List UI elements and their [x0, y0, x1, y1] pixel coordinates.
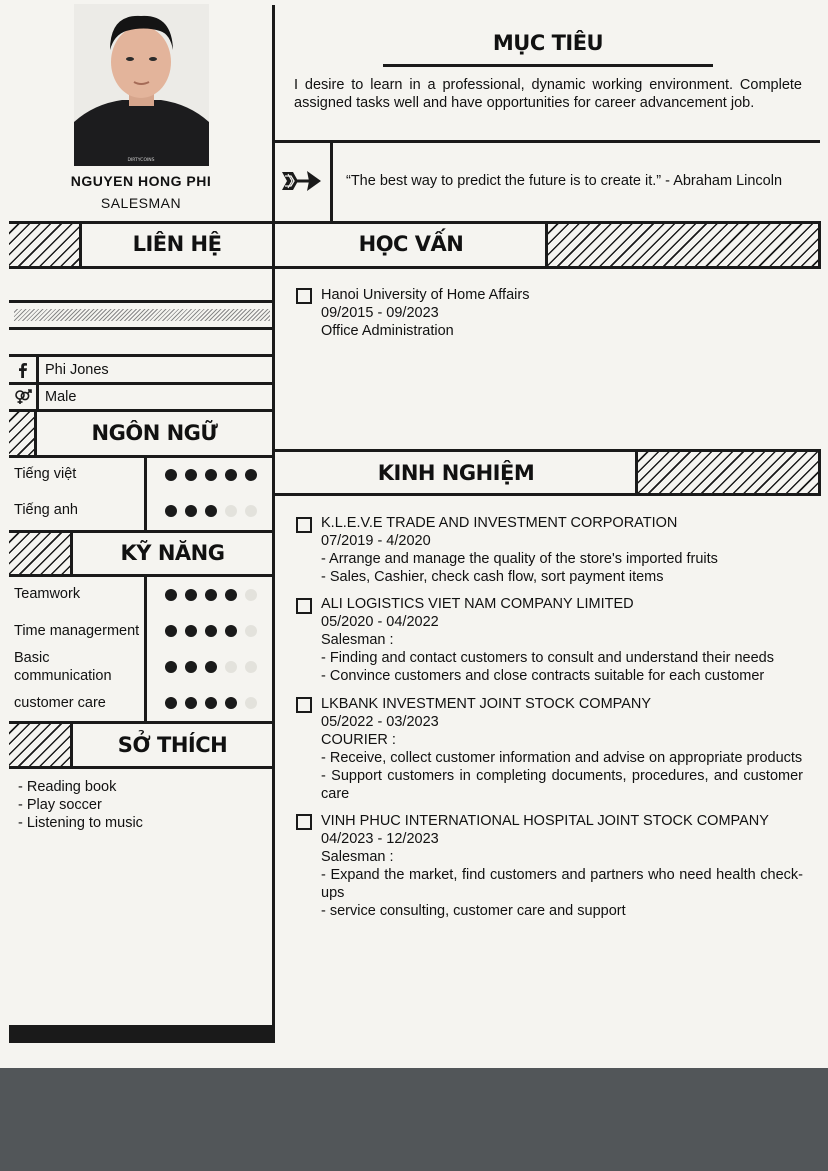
divider [9, 455, 273, 458]
hobby-item: - Reading book [18, 779, 117, 795]
gender-value: Male [45, 389, 77, 405]
objective-text: I desire to learn in a professional, dynamic working environment. Complete assigned tasks well and have opportunities for career advancement job. [294, 77, 802, 111]
divider [9, 327, 273, 330]
job-company: LKBANK INVESTMENT JOINT STOCK COMPANY [321, 696, 652, 712]
skill-name: customer care [14, 695, 106, 711]
rating-dot-filled [205, 625, 217, 637]
job-detail: - Convince customers and close contracts suitable for each customer [321, 668, 765, 684]
hatch-decoration [9, 533, 70, 574]
rating-dot-empty [245, 697, 257, 709]
rating-dot-filled [225, 697, 237, 709]
education-major: Office Administration [321, 323, 454, 339]
job-detail: - Support customers in completing documents, procedures, and customer care [321, 768, 803, 802]
job-detail: Salesman : [321, 632, 394, 648]
profile-photo [74, 4, 209, 166]
rating-dot-filled [185, 589, 197, 601]
rating-dot-filled [205, 589, 217, 601]
skill-name: Teamwork [14, 586, 81, 602]
divider [818, 221, 821, 269]
divider [144, 577, 147, 721]
hobby-item: - Play soccer [18, 797, 102, 813]
divider [818, 449, 821, 496]
facebook-name: Phi Jones [45, 362, 109, 378]
job-detail: - Receive, collect customer information and advise on appropriate products [321, 750, 803, 766]
rating-dot-empty [245, 589, 257, 601]
experience-title: KINH NGHIỆM [377, 461, 535, 485]
rating-dot-empty [225, 505, 237, 517]
divider [144, 458, 147, 530]
education-bullet-checkbox [296, 288, 312, 304]
shirt-print: DIRTYCOINS [127, 158, 155, 163]
divider [275, 493, 820, 496]
hatch-decoration [9, 412, 34, 455]
rating-dot-filled [165, 469, 177, 481]
job-period: 05/2022 - 03/2023 [321, 714, 439, 730]
rating-dot-filled [165, 625, 177, 637]
hatch-decoration [9, 724, 70, 766]
job-period: 07/2019 - 4/2020 [321, 533, 431, 549]
skill-rating [165, 697, 257, 709]
facebook-icon [14, 361, 32, 379]
column-divider [272, 5, 275, 1043]
rating-dot-empty [225, 661, 237, 673]
rating-dot-filled [185, 469, 197, 481]
rating-dot-empty [245, 505, 257, 517]
job-detail: - Sales, Cashier, check cash flow, sort payment items [321, 569, 664, 585]
skill-name: Time managerment [14, 623, 140, 639]
rating-dot-filled [205, 661, 217, 673]
person-name: NGUYEN HONG PHI [70, 173, 212, 189]
hatch-decoration [638, 452, 820, 493]
rating-dot-filled [185, 505, 197, 517]
language-name: Tiếng việt [14, 466, 77, 482]
job-bullet-checkbox [296, 814, 312, 830]
job-bullet-checkbox [296, 598, 312, 614]
job-detail: COURIER : [321, 732, 396, 748]
job-company: VINH PHUC INTERNATIONAL HOSPITAL JOINT STOCK COMPANY [321, 813, 769, 829]
rating-dot-filled [165, 589, 177, 601]
rating-dot-filled [185, 697, 197, 709]
language-name: Tiếng anh [14, 502, 78, 518]
languages-title: NGÔN NGỮ [91, 421, 218, 445]
title-underline [383, 64, 713, 67]
divider [9, 574, 273, 577]
hatch-decoration [548, 224, 820, 266]
education-period: 09/2015 - 09/2023 [321, 305, 439, 321]
footer-bar [9, 1025, 275, 1043]
job-period: 04/2023 - 12/2023 [321, 831, 439, 847]
arrow-icon [281, 168, 325, 194]
contact-title: LIÊN HỆ [132, 232, 222, 256]
rating-dot-empty [245, 661, 257, 673]
rating-dot-filled [205, 697, 217, 709]
job-detail: - Arrange and manage the quality of the store's imported fruits [321, 551, 718, 567]
person-portrait-icon [74, 4, 209, 166]
education-title: HỌC VẤN [358, 232, 464, 256]
job-detail: - Expand the market, find customers and partners who need health check-ups [321, 867, 803, 901]
skill-rating [165, 589, 257, 601]
language-rating [165, 469, 257, 481]
rating-dot-empty [245, 625, 257, 637]
rating-dot-filled [225, 625, 237, 637]
rating-dot-filled [185, 661, 197, 673]
skill-rating [165, 661, 257, 673]
rating-dot-filled [185, 625, 197, 637]
hobby-item: - Listening to music [18, 815, 143, 831]
job-company: K.L.E.V.E TRADE AND INVESTMENT CORPORATION [321, 515, 678, 531]
job-bullet-checkbox [296, 697, 312, 713]
skill-rating [165, 625, 257, 637]
divider [9, 766, 273, 769]
job-company: ALI LOGISTICS VIET NAM COMPANY LIMITED [321, 596, 634, 612]
redacted-contact-bar [14, 309, 270, 321]
hatch-decoration [9, 224, 79, 266]
objective-title: MỤC TIÊU [492, 31, 604, 55]
skills-title: KỸ NĂNG [120, 541, 225, 565]
quote-text: “The best way to predict the future is to create it.” - Abraham Lincoln [346, 173, 783, 189]
education-school: Hanoi University of Home Affairs [321, 287, 530, 303]
hobbies-title: SỞ THÍCH [117, 733, 228, 757]
divider [36, 354, 39, 409]
divider [275, 140, 820, 143]
job-bullet-checkbox [296, 517, 312, 533]
job-detail: - service consulting, customer care and support [321, 903, 626, 919]
divider [9, 409, 273, 412]
rating-dot-filled [225, 589, 237, 601]
person-role: SALESMAN [100, 195, 182, 211]
rating-dot-filled [165, 697, 177, 709]
divider [9, 382, 273, 385]
divider [9, 354, 273, 357]
divider [330, 143, 333, 221]
skill-name: Basic communication [14, 650, 112, 684]
job-detail: - Finding and contact customers to consult and understand their needs [321, 650, 774, 666]
rating-dot-filled [165, 505, 177, 517]
divider [9, 300, 273, 303]
gender-icon [13, 388, 33, 406]
rating-dot-filled [245, 469, 257, 481]
language-rating [165, 505, 257, 517]
job-detail: Salesman : [321, 849, 394, 865]
job-period: 05/2020 - 04/2022 [321, 614, 439, 630]
divider [9, 266, 820, 269]
rating-dot-filled [225, 469, 237, 481]
rating-dot-filled [205, 505, 217, 517]
rating-dot-filled [165, 661, 177, 673]
rating-dot-filled [205, 469, 217, 481]
